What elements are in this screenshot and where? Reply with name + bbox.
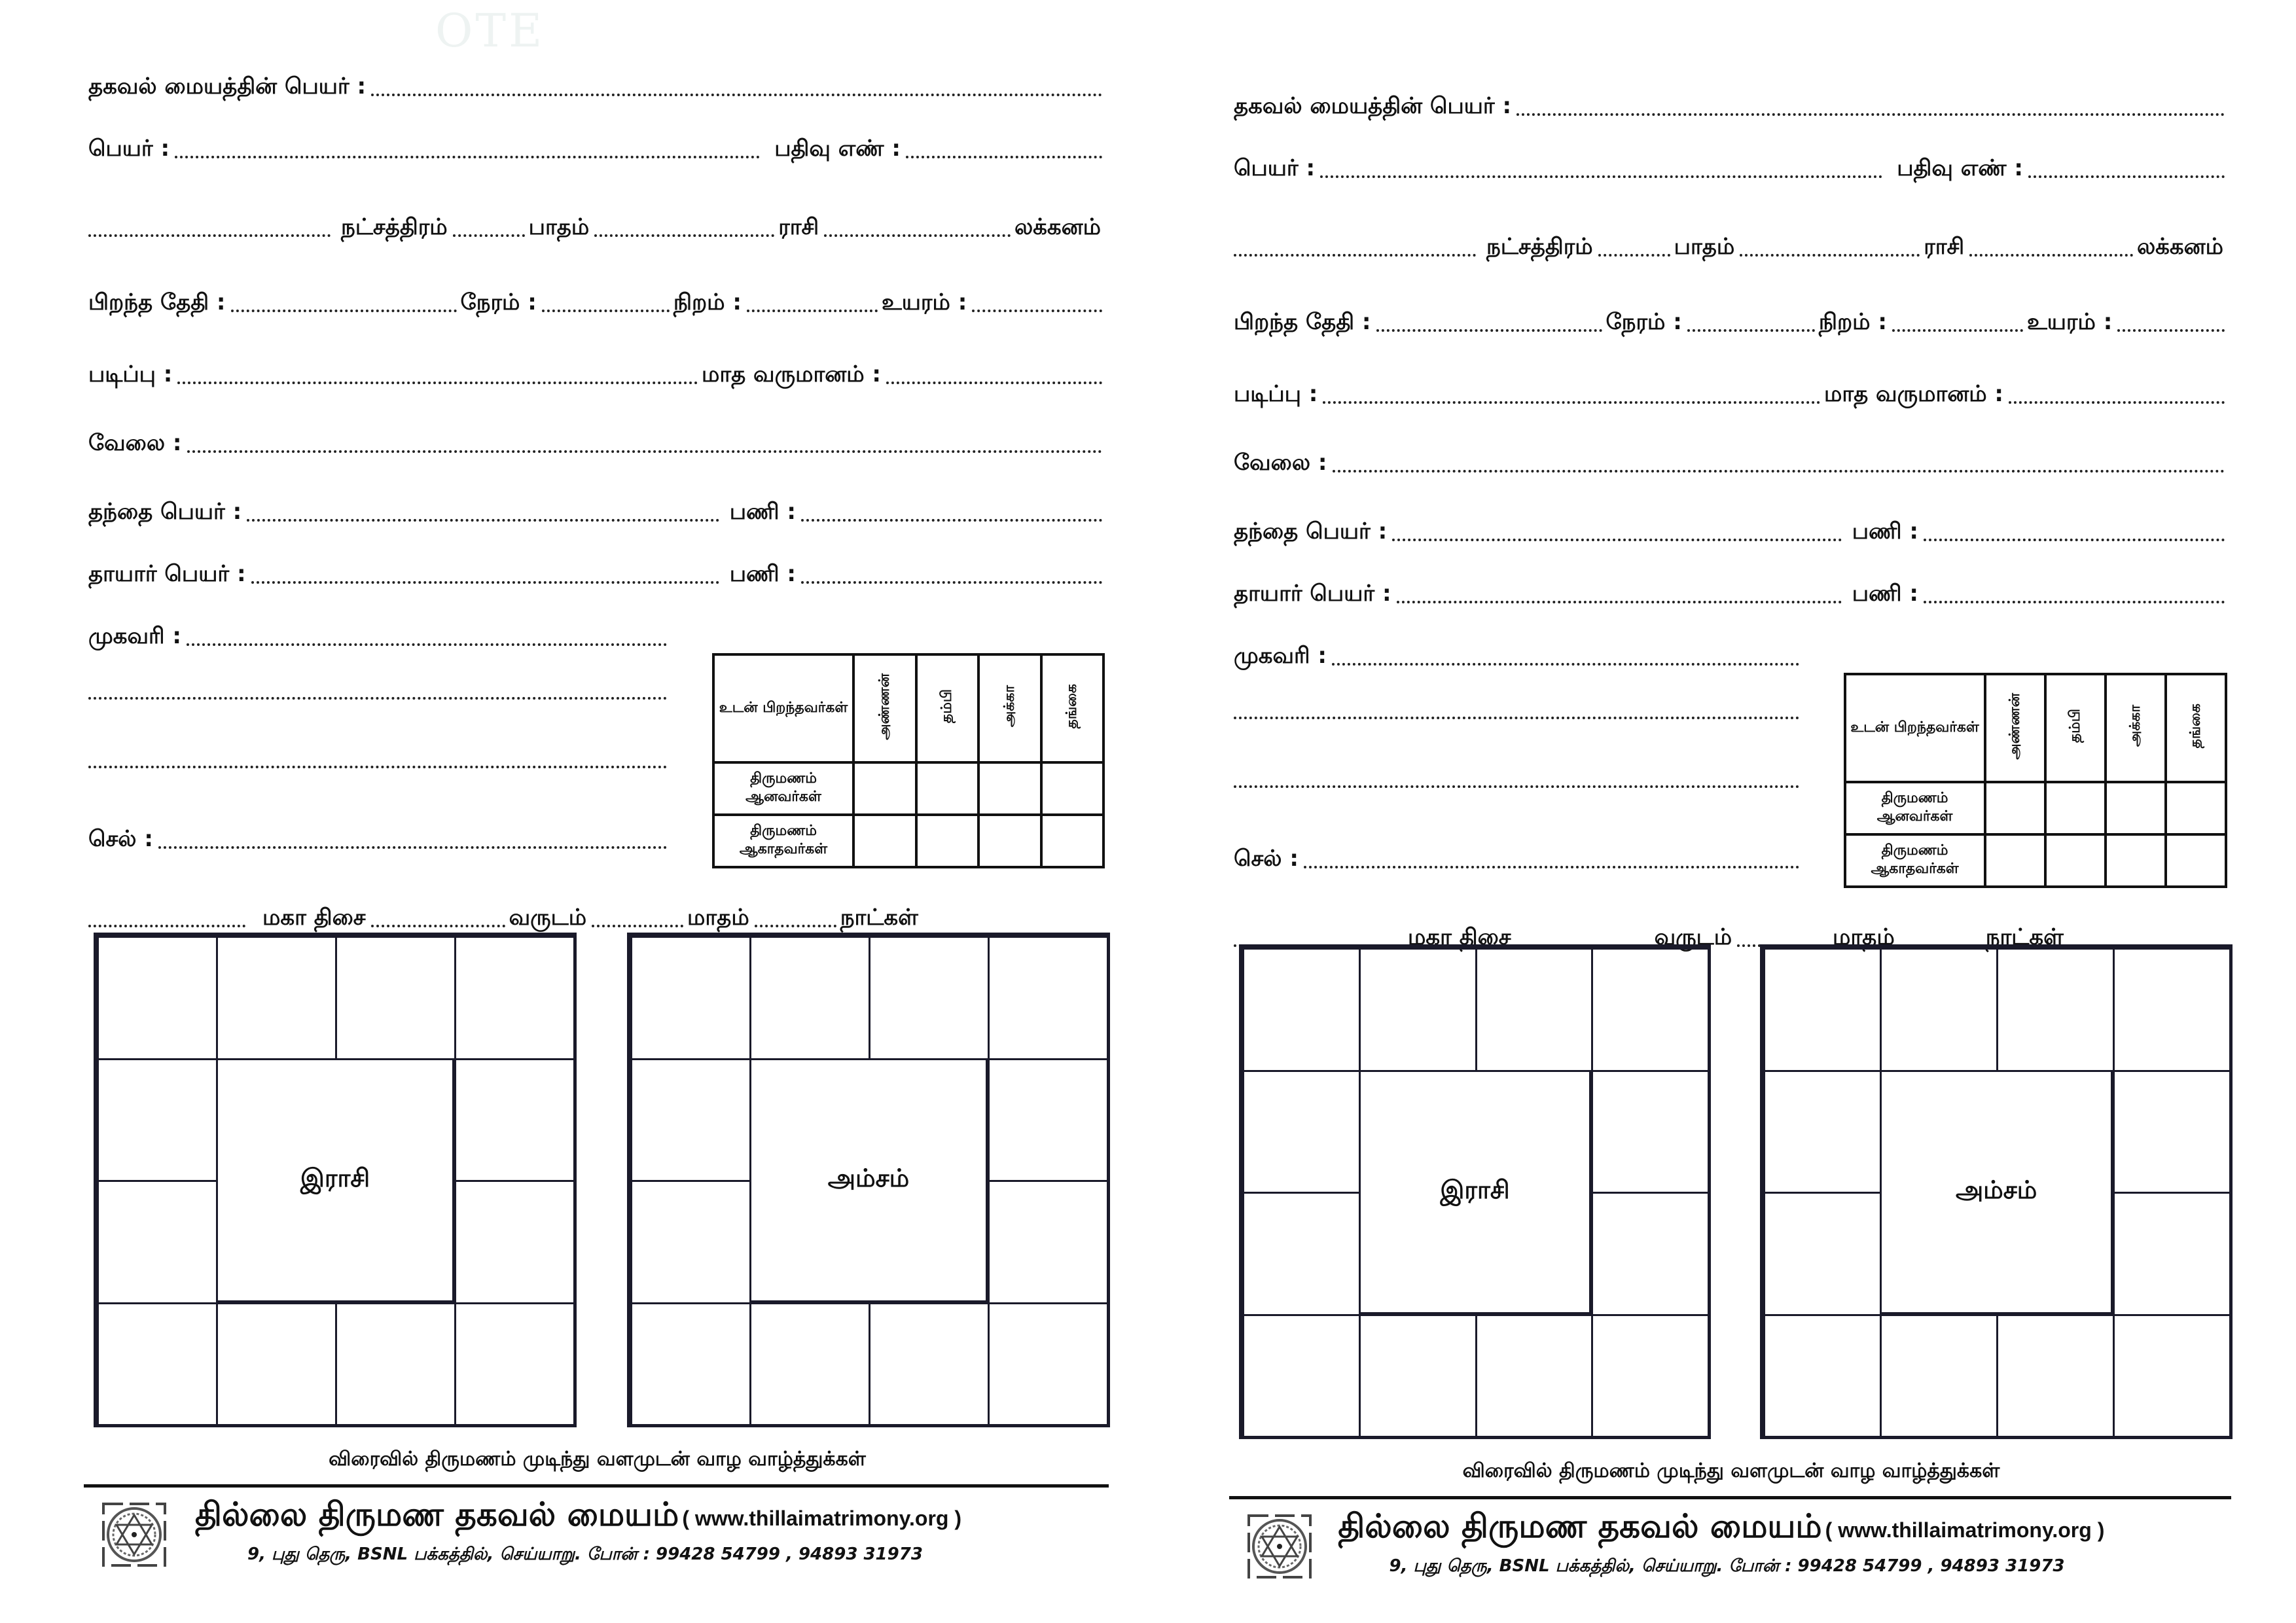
dob-field[interactable] (1376, 329, 1602, 332)
time-field[interactable] (1687, 329, 1815, 332)
rasi-label: ராசி (1924, 234, 1965, 260)
complexion-label: நிறம் : (1818, 309, 1887, 335)
chart-house-cell[interactable] (97, 1058, 218, 1183)
org-website-link[interactable]: ( www.thillaimatrimony.org ) (1825, 1518, 2105, 1542)
star-row (1234, 236, 2229, 260)
padam-label: பாதம் (1674, 234, 1735, 260)
info-center-name-label: தகவல் மையத்தின் பெயர் : (88, 73, 367, 99)
star-row (88, 216, 1106, 241)
bleed-through-watermark: OTE (435, 4, 545, 58)
unmarried-younger-brother-cell[interactable] (2045, 834, 2106, 887)
chart-house-cell[interactable] (1591, 1070, 1710, 1194)
chart-house-cell[interactable] (97, 1180, 218, 1304)
cell-field[interactable] (1304, 866, 1799, 868)
info-center-name-field[interactable] (371, 94, 1102, 96)
mother-name-label: தாயார் பெயர் : (1234, 580, 1391, 607)
cell-row (88, 828, 671, 853)
married-elder-brother-cell[interactable] (853, 762, 916, 815)
education-row (1234, 383, 2229, 408)
years-label: வருடம் (1654, 924, 1732, 950)
mother-name-field[interactable] (251, 581, 719, 584)
unmarried-younger-sister-cell[interactable] (1041, 815, 1104, 867)
mother-name-label: தாயார் பெயர் : (88, 561, 246, 587)
time-field[interactable] (542, 310, 670, 312)
chart-house-cell[interactable] (454, 936, 575, 1060)
chart-house-cell[interactable] (454, 1302, 575, 1427)
lagnam-label: லக்கனம் (2136, 234, 2223, 260)
mother-job-label: பணி : (729, 561, 796, 587)
padam-field[interactable] (1598, 254, 1670, 257)
job-field[interactable] (1333, 470, 2225, 473)
chart-house-cell[interactable] (1763, 948, 1882, 1072)
amsam-chart (1760, 944, 2232, 1439)
unmarried-elder-brother-cell[interactable] (1985, 834, 2045, 887)
siblings-table (712, 653, 1105, 868)
dasa-months-field[interactable] (592, 925, 683, 927)
married-elder-brother-cell[interactable] (1985, 782, 2045, 834)
job-field[interactable] (187, 450, 1102, 453)
address-field-1[interactable] (1332, 663, 1799, 666)
chart-house-cell[interactable] (454, 1058, 575, 1183)
padam-field[interactable] (453, 234, 525, 237)
job-row (88, 432, 1106, 457)
rasi-chart (94, 933, 577, 1427)
education-label: படிப்பு : (1234, 381, 1318, 407)
income-field[interactable] (2009, 401, 2225, 404)
address-field-3[interactable] (88, 766, 667, 768)
info-center-row (88, 75, 1106, 100)
cell-label: செல் : (88, 826, 153, 852)
chart-house-cell[interactable] (216, 1302, 337, 1427)
dasa-days-field[interactable] (755, 925, 836, 927)
address-field-3[interactable] (1234, 785, 1799, 788)
days-label: நாட்கள் (1985, 924, 2064, 950)
reg-no-label: பதிவு எண் : (1897, 155, 2023, 181)
rasi-chart-label: இராசி (216, 1058, 454, 1302)
star-field[interactable] (1234, 254, 1476, 257)
chart-house-cell[interactable] (749, 936, 870, 1060)
reg-no-label: பதிவு எண் : (774, 135, 901, 162)
address-label: முகவரி : (88, 623, 181, 649)
father-name-field[interactable] (1392, 539, 1841, 541)
job-label: வேலை : (1234, 450, 1327, 476)
chart-house-cell[interactable] (988, 936, 1109, 1060)
siblings-table (1844, 673, 2227, 888)
chart-house-cell[interactable] (1242, 948, 1361, 1072)
chart-house-cell[interactable] (988, 1180, 1109, 1304)
mother-row (1234, 582, 2229, 607)
chart-house-cell[interactable] (1763, 1192, 1882, 1316)
sri-yantra-icon (1244, 1510, 1316, 1582)
row-unmarried: திருமணம் ஆகாதவர்கள் (1845, 834, 1985, 887)
blessing-text: விரைவில் திருமணம் முடிந்து வளமுடன் வாழ வாழ்த்துக்கள் (1462, 1459, 2000, 1482)
blessing-text: விரைவில் திருமணம் முடிந்து வளமுடன் வாழ வாழ்த்துக்கள் (329, 1448, 866, 1471)
chart-house-cell[interactable] (1591, 1314, 1710, 1438)
chart-house-cell[interactable] (630, 1302, 751, 1427)
father-row (88, 501, 1106, 526)
father-name-label: தந்தை பெயர் : (88, 499, 242, 525)
father-job-field[interactable] (1924, 539, 2225, 541)
married-younger-brother-cell[interactable] (916, 762, 979, 815)
income-label: மாத வருமானம் : (701, 361, 881, 387)
years-label: வருடம் (509, 904, 587, 931)
father-name-field[interactable] (247, 519, 719, 522)
married-younger-sister-cell[interactable] (2166, 782, 2226, 834)
chart-house-cell[interactable] (97, 1302, 218, 1427)
address-row-2 (88, 697, 671, 704)
chart-house-cell[interactable] (988, 1058, 1109, 1183)
name-label: பெயர் : (88, 135, 170, 162)
col-elder-brother: அண்ணன் (1985, 674, 2045, 782)
star-label: நட்சத்திரம் (341, 214, 448, 240)
col-younger-sister: தங்கை (1041, 654, 1104, 762)
father-row (1234, 520, 2229, 545)
address-row-3 (1234, 785, 1803, 792)
chart-house-cell[interactable] (1996, 948, 2115, 1072)
chart-house-cell[interactable] (1763, 1314, 1882, 1438)
name-label: பெயர் : (1234, 155, 1316, 181)
days-label: நாட்கள் (840, 904, 918, 931)
birth-row (88, 291, 1106, 316)
unmarried-younger-brother-cell[interactable] (916, 815, 979, 867)
married-elder-sister-cell[interactable] (2106, 782, 2166, 834)
chart-house-cell[interactable] (1359, 1314, 1477, 1438)
job-label: வேலை : (88, 430, 182, 456)
married-younger-sister-cell[interactable] (1041, 762, 1104, 815)
chart-house-cell[interactable] (2113, 1070, 2231, 1194)
address-row-1 (88, 625, 671, 650)
sri-yantra-icon (98, 1499, 170, 1571)
dasa-label: மகா திசை (1408, 924, 1511, 950)
chart-house-cell[interactable] (630, 1058, 751, 1183)
chart-house-cell[interactable] (1880, 1314, 1998, 1438)
chart-house-cell[interactable] (869, 1302, 990, 1427)
col-younger-sister: தங்கை (2166, 674, 2226, 782)
chart-house-cell[interactable] (2113, 1192, 2231, 1316)
chart-house-cell[interactable] (2113, 1314, 2231, 1438)
father-job-label: பணி : (1852, 518, 1918, 544)
chart-house-cell[interactable] (1880, 948, 1998, 1072)
chart-house-cell[interactable] (97, 936, 218, 1060)
chart-house-cell[interactable] (630, 1180, 751, 1304)
unmarried-younger-sister-cell[interactable] (2166, 834, 2226, 887)
job-row (1234, 452, 2229, 476)
info-center-name-field[interactable] (1516, 113, 2225, 116)
chart-house-cell[interactable] (1242, 1314, 1361, 1438)
org-website-link[interactable]: ( www.thillaimatrimony.org ) (682, 1507, 962, 1530)
months-label: மாதம் (1833, 924, 1895, 950)
name-row (88, 137, 1106, 162)
chart-house-cell[interactable] (630, 936, 751, 1060)
cell-field[interactable] (158, 846, 667, 849)
mother-job-field[interactable] (1924, 601, 2225, 603)
married-younger-brother-cell[interactable] (2045, 782, 2106, 834)
chart-house-cell[interactable] (1591, 948, 1710, 1072)
col-elder-brother: அண்ணன் (853, 654, 916, 762)
father-name-label: தந்தை பெயர் : (1234, 518, 1388, 544)
name-field[interactable] (1320, 175, 1882, 178)
org-name: தில்லை திருமண தகவல் மையம் (1338, 1507, 1822, 1545)
address-field-1[interactable] (187, 643, 667, 646)
mother-row (88, 563, 1106, 588)
org-address: 9, புது தெரு, BSNL பக்கத்தில், செய்யாறு. போன் : 99428 54799 , 94893 31973 (1389, 1556, 2065, 1576)
months-label: மாதம் (687, 904, 749, 931)
siblings-header: உடன் பிறந்தவர்கள் (713, 654, 853, 762)
address-row-3 (88, 766, 671, 772)
dob-label: பிறந்த தேதி : (88, 289, 226, 315)
chart-house-cell[interactable] (1359, 948, 1477, 1072)
dasa-label: மகா திசை (262, 904, 366, 931)
rasi-chart (1239, 944, 1711, 1439)
chart-house-cell[interactable] (869, 936, 990, 1060)
lagnam-label: லக்கனம் (1014, 214, 1101, 240)
married-elder-sister-cell[interactable] (978, 762, 1041, 815)
amsam-chart-label: அம்சம் (1880, 1070, 2113, 1314)
address-field-2[interactable] (1234, 717, 1799, 719)
info-center-name-label: தகவல் மையத்தின் பெயர் : (1234, 93, 1512, 119)
unmarried-elder-sister-cell[interactable] (2106, 834, 2166, 887)
row-unmarried: திருமணம் ஆகாதவர்கள் (713, 815, 853, 867)
row-married: திருமணம் ஆனவர்கள் (713, 762, 853, 815)
name-field[interactable] (175, 156, 760, 158)
chart-house-cell[interactable] (1996, 1314, 2115, 1438)
amsam-chart (627, 933, 1110, 1427)
chart-house-cell[interactable] (1242, 1192, 1361, 1316)
info-center-row (1234, 95, 2229, 120)
rasi-chart-label: இராசி (1359, 1070, 1592, 1314)
time-label: நேரம் : (1605, 309, 1682, 335)
dob-field[interactable] (231, 310, 457, 312)
star-label: நட்சத்திரம் (1486, 234, 1593, 260)
dasa-row (88, 906, 1005, 931)
complexion-label: நிறம் : (673, 289, 742, 315)
unmarried-elder-sister-cell[interactable] (978, 815, 1041, 867)
chart-house-cell[interactable] (1475, 1314, 1594, 1438)
father-job-field[interactable] (801, 519, 1102, 522)
siblings-header: உடன் பிறந்தவர்கள் (1845, 674, 1985, 782)
org-brand (1338, 1507, 2104, 1550)
col-younger-brother: தம்பி (2045, 674, 2106, 782)
org-brand (195, 1495, 961, 1538)
reg-no-field[interactable] (906, 156, 1102, 158)
chart-house-cell[interactable] (1763, 1070, 1882, 1194)
complexion-field[interactable] (747, 310, 878, 312)
chart-house-cell[interactable] (335, 1302, 456, 1427)
dob-label: பிறந்த தேதி : (1234, 309, 1371, 335)
income-label: மாத வருமானம் : (1823, 381, 2003, 407)
chart-house-cell[interactable] (2113, 948, 2231, 1072)
mother-job-label: பணி : (1852, 580, 1918, 607)
row-married: திருமணம் ஆனவர்கள் (1845, 782, 1985, 834)
name-row (1234, 157, 2229, 182)
chart-house-cell[interactable] (335, 936, 456, 1060)
amsam-chart-label: அம்சம் (749, 1058, 988, 1302)
income-field[interactable] (886, 382, 1102, 384)
birth-row (1234, 311, 2229, 336)
chart-house-cell[interactable] (216, 936, 337, 1060)
cell-label: செல் : (1234, 846, 1299, 872)
unmarried-elder-brother-cell[interactable] (853, 815, 916, 867)
padam-label: பாதம் (528, 214, 590, 240)
chart-house-cell[interactable] (454, 1180, 575, 1304)
height-field[interactable] (972, 310, 1102, 312)
father-job-label: பணி : (729, 499, 796, 525)
mother-job-field[interactable] (801, 581, 1102, 584)
star-field[interactable] (88, 234, 331, 237)
rasi-field[interactable] (594, 234, 774, 237)
address-label: முகவரி : (1234, 643, 1327, 669)
mother-name-field[interactable] (1397, 601, 1842, 603)
complexion-field[interactable] (1892, 329, 2023, 332)
address-row-2 (1234, 717, 1803, 723)
chart-house-cell[interactable] (749, 1302, 870, 1427)
education-label: படிப்பு : (88, 361, 173, 387)
chart-house-cell[interactable] (988, 1302, 1109, 1427)
org-address: 9, புது தெரு, BSNL பக்கத்தில், செய்யாறு. போன் : 99428 54799 , 94893 31973 (247, 1544, 923, 1564)
rasi-label: ராசி (778, 214, 819, 240)
col-younger-brother: தம்பி (916, 654, 979, 762)
lagnam-field[interactable] (824, 234, 1011, 237)
height-label: உயரம் : (2026, 309, 2113, 335)
height-field[interactable] (2117, 329, 2225, 332)
footer-divider (1229, 1496, 2231, 1499)
education-field[interactable] (1323, 401, 1820, 404)
dasa-years-field[interactable] (371, 925, 505, 927)
education-field[interactable] (177, 382, 698, 384)
chart-house-cell[interactable] (1475, 948, 1594, 1072)
lagnam-field[interactable] (1969, 254, 2133, 257)
rasi-field[interactable] (1740, 254, 1920, 257)
org-name: தில்லை திருமண தகவல் மையம் (195, 1495, 679, 1533)
chart-house-cell[interactable] (1242, 1070, 1361, 1194)
col-elder-sister: அக்கா (2106, 674, 2166, 782)
dasa-planet-field[interactable] (88, 925, 245, 927)
reg-no-field[interactable] (2028, 175, 2225, 178)
education-row (88, 363, 1106, 388)
cell-row (1234, 847, 1803, 872)
address-row-1 (1234, 645, 1803, 669)
registration-form-right (1148, 0, 2296, 1623)
chart-house-cell[interactable] (1591, 1192, 1710, 1316)
col-elder-sister: அக்கா (978, 654, 1041, 762)
footer-divider (84, 1484, 1109, 1488)
time-label: நேரம் : (460, 289, 537, 315)
address-field-2[interactable] (88, 697, 667, 700)
height-label: உயரம் : (881, 289, 967, 315)
